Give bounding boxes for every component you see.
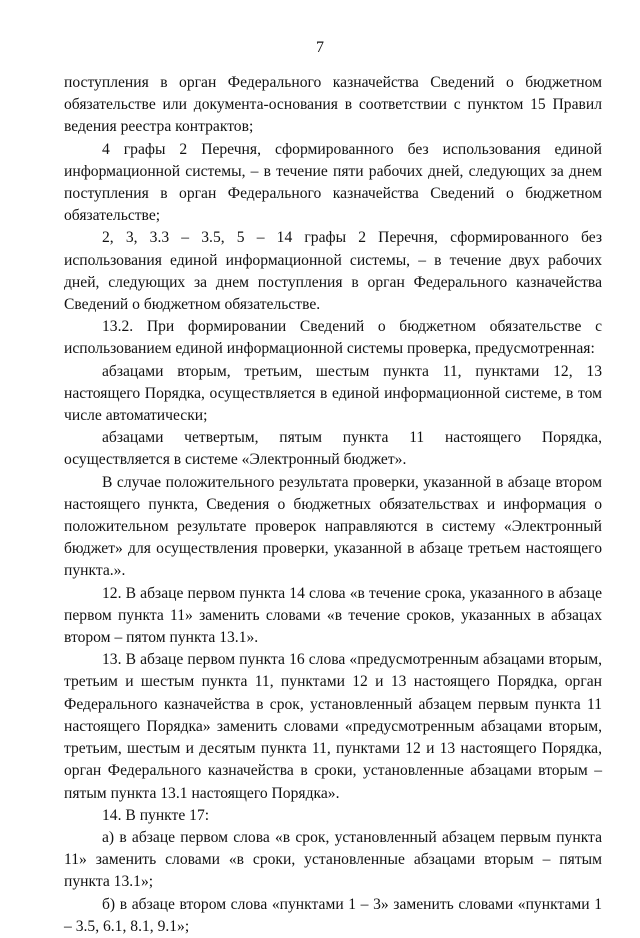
paragraph: а) в абзаце первом слова «в срок, установленный абзацем первым пункта 11» заменить словами «в сроки, установленные абзацами вторым – пятым пункта 13.1»;	[64, 828, 602, 891]
paragraph: 12. В абзаце первом пункта 14 слова «в течение срока, указанного в абзаце первом пункта 11» заменить словами «в течение сроков, указанных в абзацах втором – пятом пункта 13.1».	[64, 584, 602, 647]
paragraph: абзацами вторым, третьим, шестым пункта 11, пунктами 12, 13 настоящего Порядка, осуществляется в единой информационной системе, в том числе автоматически;	[64, 362, 602, 425]
page-number: 7	[316, 39, 324, 56]
paragraph: б) в абзаце втором слова «пунктами 1 – 3» заменить словами «пунктами 1 – 3.5, 6.1, 8.1, 9.1»;	[64, 895, 602, 935]
paragraph: 14. В пункте 17:	[102, 806, 210, 824]
paragraph: 13. В абзаце первом пункта 16 слова «предусмотренным абзацами вторым, третьим и шестым пункта 11, пунктами 12 и 13 настоящего Порядка, орган Федерального казначейства в срок, установленный абзацем первым пункта 11 настоящего Порядка» заменить словами «предусмотренным абзацами вторым, третьим, шестым и десятым пункта 11, пунктами 12 и 13 настоящего Порядка, орган Федерального казначейства в сроки, установленные абзацами вторым – пятым пункта 13.1 настоящего Порядка».	[64, 651, 602, 802]
paragraph: 2, 3, 3.3 – 3.5, 5 – 14 графы 2 Перечня, сформированного без использования единой информационной системы, – в течение двух рабочих дней, следующих за днем поступления в орган Федерального казначейства Сведений о бюджетном обязательстве.	[64, 229, 602, 314]
paragraph-continuation: поступления в орган Федерального казначейства Сведений о бюджетном обязательстве или документа-основания в соответствии с пунктом 15 Правил ведения реестра контрактов;	[64, 74, 602, 136]
paragraph: В случае положительного результата проверки, указанной в абзаце втором настоящего пункта, Сведения о бюджетных обязательствах и информация о положительном результате проверок направляются в систему «Электронный бюджет» для осуществления проверки, указанной в абзаце третьем настоящего пункта.».	[64, 473, 602, 580]
paragraph: абзацами четвертым, пятым пункта 11 настоящего Порядка, осуществляется в системе «Электронный бюджет».	[64, 429, 602, 469]
document-body	[64, 72, 602, 938]
paragraph: 4 графы 2 Перечня, сформированного без использования единой информационной системы, – в течение пяти рабочих дней, следующих за днем поступления в орган Федерального казначейства Сведений о бюджетном обязательстве;	[64, 140, 602, 225]
paragraph: 13.2. При формировании Сведений о бюджетном обязательстве с использованием единой информационной системы проверка, предусмотренная:	[64, 318, 602, 358]
